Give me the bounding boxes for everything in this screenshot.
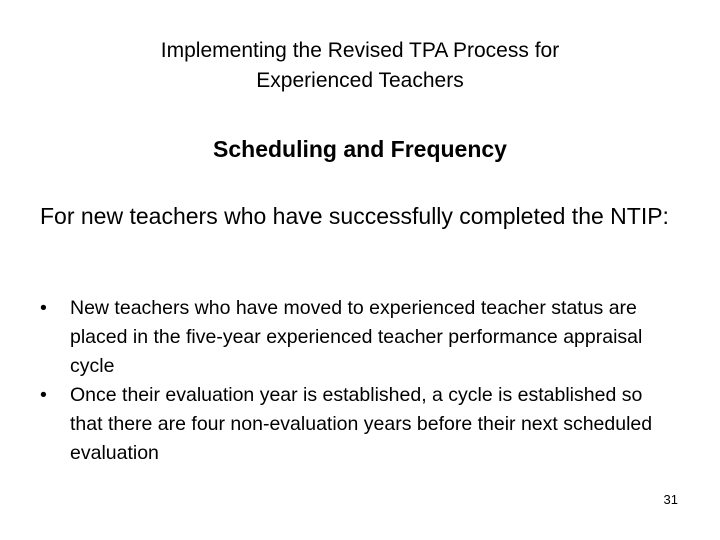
page-number: 31 (663, 492, 678, 507)
slide-title (0, 36, 720, 96)
slide-subtitle: Scheduling and Frequency (213, 136, 507, 162)
bullet-list (40, 294, 680, 468)
title-line-1: Implementing the Revised TPA Process for (160, 39, 560, 62)
bullet-text: Once their evaluation year is established, a cycle is established so that there are four non-evaluation years before their next scheduled evaluation (70, 384, 653, 464)
bullet-icon: • (40, 384, 47, 406)
bullet-text: New teachers who have moved to experienced teacher status are placed in the five-year experienced teacher performance appraisal cycle (70, 297, 643, 377)
list-item (40, 294, 680, 381)
bullet-icon: • (40, 297, 47, 319)
intro-text: For new teachers who have successfully completed the NTIP: (40, 203, 669, 229)
list-item (40, 381, 680, 468)
title-line-2: Experienced Teachers (256, 69, 464, 92)
